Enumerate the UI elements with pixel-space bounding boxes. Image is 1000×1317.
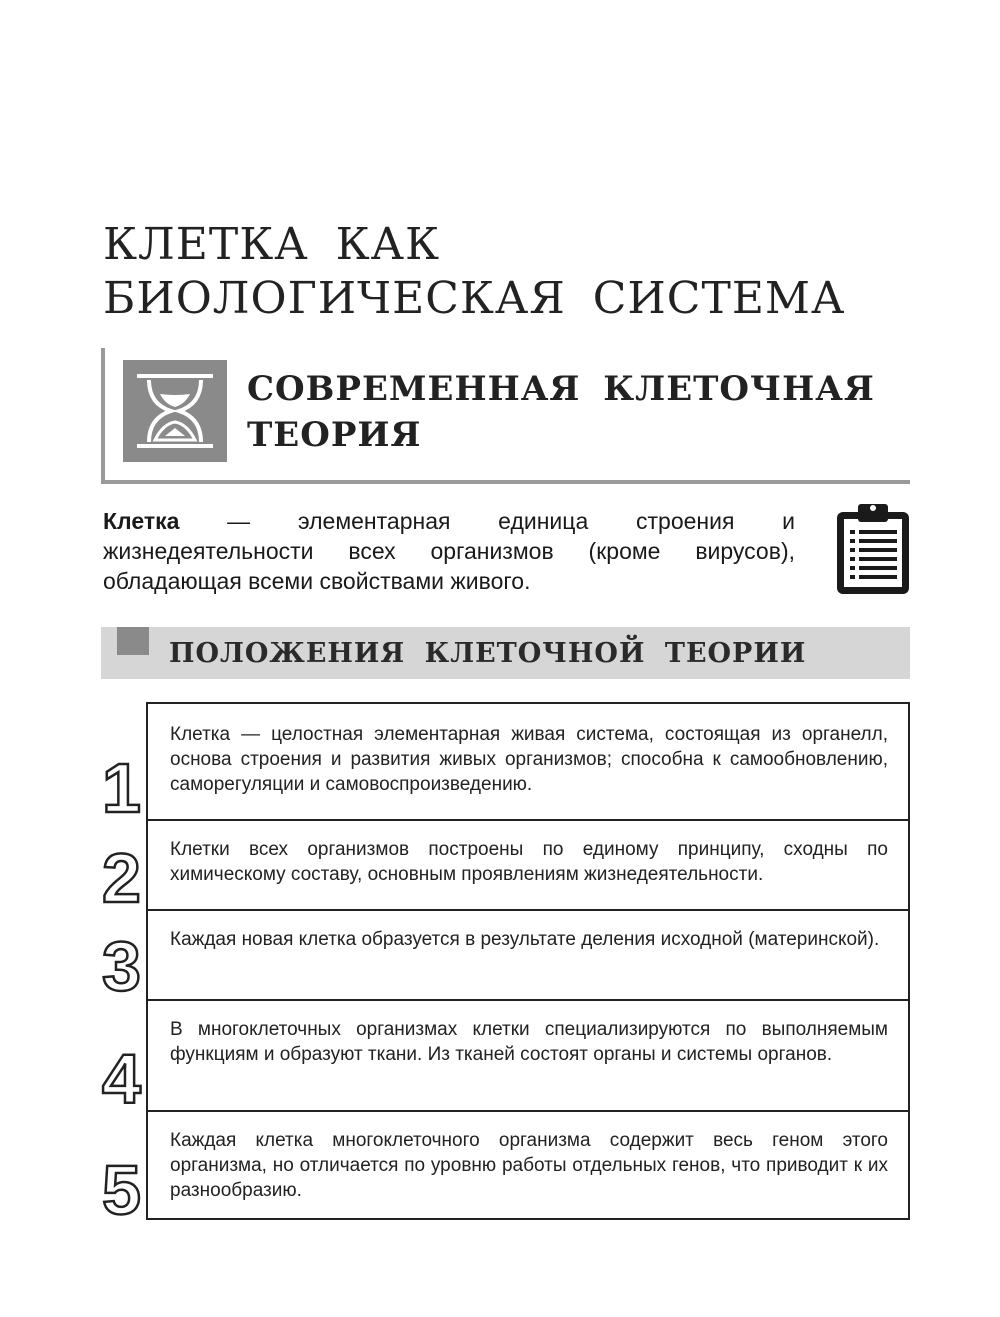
principle-number-text: 2 bbox=[102, 842, 141, 908]
principle-number bbox=[98, 1043, 152, 1109]
principle-item bbox=[148, 909, 908, 999]
clipboard-icon bbox=[834, 500, 912, 596]
principle-number bbox=[98, 842, 152, 908]
principle-number-text: 1 bbox=[102, 752, 141, 818]
principle-number bbox=[98, 752, 152, 818]
principle-number-text: 3 bbox=[102, 930, 141, 996]
section-title: СОВРЕМЕННАЯ КЛЕТОЧНАЯ ТЕОРИЯ bbox=[247, 369, 875, 455]
principle-text: Клетки всех организмов построены по единому принципу, сходны по химическому составу, основным проявлениям жизнедеятельности. bbox=[170, 839, 888, 885]
principle-item bbox=[148, 819, 908, 909]
hourglass-icon bbox=[123, 360, 227, 462]
section-header bbox=[101, 348, 910, 484]
principle-text: Каждая клетка многоклеточного организма содержит весь геном этого организма, но отличается по уровню работы отдельных генов, что приводит к их разнообразию. bbox=[170, 1130, 888, 1201]
principle-item bbox=[148, 999, 908, 1110]
principles-list bbox=[146, 702, 910, 1220]
principle-number-text: 4 bbox=[102, 1043, 141, 1109]
definition-term: Клетка bbox=[103, 508, 180, 534]
chapter-title: КЛЕТКА КАК БИОЛОГИЧЕСКАЯ СИСТЕМА bbox=[103, 219, 846, 324]
principle-item bbox=[148, 704, 908, 819]
subsection-title: ПОЛОЖЕНИЯ КЛЕТОЧНОЙ ТЕОРИИ bbox=[169, 638, 807, 669]
subsection-marker bbox=[117, 627, 149, 655]
principle-text: В многоклеточных организмах клетки специализируются по выполняемым функциям и образуют ткани. Из тканей состоят органы и системы органов. bbox=[170, 1019, 888, 1065]
principle-number bbox=[98, 930, 152, 996]
principle-item bbox=[148, 1110, 908, 1218]
principle-text: Каждая новая клетка образуется в результате деления исходной (материнской). bbox=[170, 929, 880, 950]
principle-number bbox=[98, 1154, 152, 1220]
principle-number-text: 5 bbox=[102, 1154, 141, 1220]
definition-text: — элементарная единица строения и жизнедеятельности всех организмов (кроме вирусов), обладающая всеми свойствами живого. bbox=[103, 508, 795, 594]
definition-paragraph bbox=[103, 506, 795, 596]
subsection-header bbox=[101, 627, 910, 679]
principle-text: Клетка — целостная элементарная живая система, состоящая из органелл, основа строения и развития живых организмов; способна к самообновлению, саморегуляции и самовоспроизведению. bbox=[170, 724, 888, 795]
